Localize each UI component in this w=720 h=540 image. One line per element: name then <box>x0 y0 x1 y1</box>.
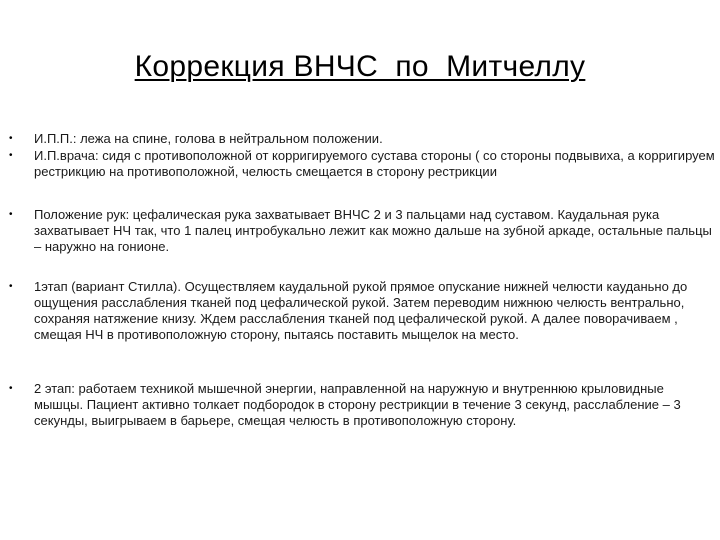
bullet-icon: • <box>9 150 13 161</box>
list-item-text: И.П.врача: сидя с противоположной от корригируемого сустава стороны ( со стороны подвывиха, а корригируем рестрикцию на противоположной, челюсть смещается в сторону рестрикции <box>34 148 715 179</box>
bullet-icon: • <box>9 133 13 144</box>
list-item-text: 2 этап: работаем техникой мышечной энергии, направленной на наружную и внутреннюю крыловидные мышцы. Пациент активно толкает подбородок в сторону рестрикции в течение 3 секунд, расслабление – 3 секунды, выигрываем в барьере, смещая челюсть в противоположную сторону. <box>34 381 681 428</box>
slide-title: Коррекция ВНЧС по Митчеллу <box>134 50 586 83</box>
bullet-icon: • <box>9 281 13 292</box>
list-item-text: И.П.П.: лежа на спине, голова в нейтральном положении. <box>34 131 383 146</box>
list-item-text: Положение рук: цефалическая рука захватывает ВНЧС 2 и 3 пальцами над суставом. Каудальная рука захватывает НЧ так, что 1 палец интробукально лежит как можно дальше на зубной аркаде, остальные пальцы – наружно на гонионе. <box>34 207 712 254</box>
list-item-text: 1этап (вариант Стилла). Осуществляем каудальной рукой прямое опускание нижней челюсти кауданьно до ощущения расслабления тканей под цефалической рукой. Затем переводим нижнюю челюсть вентрально, сохраняя натяжение книзу. Ждем расслабления тканей под цефалической рукой. А далее поворачиваем , смещая НЧ в противоположную сторону, пытаясь поставить мыщелок на место. <box>34 279 688 342</box>
bullet-icon: • <box>9 383 13 394</box>
bullet-icon: • <box>9 209 13 220</box>
